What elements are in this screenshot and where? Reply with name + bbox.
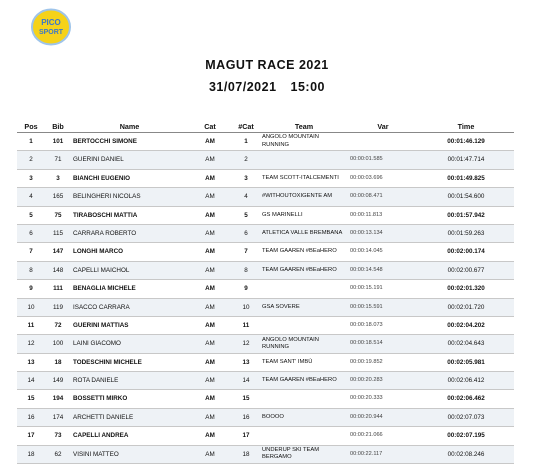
cell-var: 00:00:11.813 <box>348 206 418 224</box>
cell-cat: AM <box>188 243 232 261</box>
cell-pos: 6 <box>17 224 45 242</box>
cell-ncat: 15 <box>232 390 260 408</box>
col-header-var: Var <box>348 120 418 133</box>
cell-bib: 3 <box>45 169 71 187</box>
col-header-name: Name <box>71 120 188 133</box>
cell-pos: 2 <box>17 151 45 169</box>
results-table <box>17 120 514 464</box>
cell-team: GSA SOVERE <box>260 298 348 316</box>
cell-var: 00:00:18.073 <box>348 316 418 334</box>
cell-pos: 17 <box>17 427 45 445</box>
cell-time: 00:02:08.246 <box>418 445 514 463</box>
cell-var: 00:00:13.134 <box>348 224 418 242</box>
cell-time: 00:01:57.942 <box>418 206 514 224</box>
cell-ncat: 17 <box>232 427 260 445</box>
cell-time: 00:01:54.600 <box>418 188 514 206</box>
col-header-time: Time <box>418 120 514 133</box>
cell-team: TEAM GAAREN #BEaHERO <box>260 372 348 390</box>
cell-ncat: 7 <box>232 243 260 261</box>
cell-pos: 14 <box>17 372 45 390</box>
cell-name: ROTA DANIELE <box>71 372 188 390</box>
cell-bib: 119 <box>45 298 71 316</box>
cell-ncat: 5 <box>232 206 260 224</box>
cell-name: GUERINI MATTIAS <box>71 316 188 334</box>
logo-text-top: PICO <box>41 18 61 27</box>
cell-var: 00:00:14.045 <box>348 243 418 261</box>
cell-var: 00:00:19.852 <box>348 353 418 371</box>
col-header-cat: Cat <box>188 120 232 133</box>
cell-pos: 8 <box>17 261 45 279</box>
cell-pos: 16 <box>17 408 45 426</box>
table-row <box>17 353 514 371</box>
cell-time: 00:02:06.462 <box>418 390 514 408</box>
cell-bib: 101 <box>45 133 71 151</box>
cell-ncat: 1 <box>232 133 260 151</box>
table-row <box>17 151 514 169</box>
cell-time: 00:02:00.677 <box>418 261 514 279</box>
cell-pos: 9 <box>17 280 45 298</box>
cell-var: 00:00:08.471 <box>348 188 418 206</box>
cell-name: LAINI GIACOMO <box>71 335 188 353</box>
cell-team: BOOOO <box>260 408 348 426</box>
cell-cat: AM <box>188 298 232 316</box>
cell-bib: 165 <box>45 188 71 206</box>
race-date: 31/07/2021 <box>208 80 277 94</box>
cell-time: 00:02:01.720 <box>418 298 514 316</box>
cell-pos: 4 <box>17 188 45 206</box>
cell-team <box>260 390 348 408</box>
cell-name: TODESCHINI MICHELE <box>71 353 188 371</box>
race-title: MAGUT RACE 2021 <box>205 58 329 72</box>
cell-pos: 12 <box>17 335 45 353</box>
cell-pos: 18 <box>17 445 45 463</box>
cell-ncat: 9 <box>232 280 260 298</box>
cell-ncat: 12 <box>232 335 260 353</box>
cell-ncat: 11 <box>232 316 260 334</box>
cell-time: 00:02:01.320 <box>418 280 514 298</box>
cell-team: UNDERUP SKI TEAM BERGAMO <box>260 445 348 463</box>
cell-pos: 11 <box>17 316 45 334</box>
cell-var: 00:00:14.548 <box>348 261 418 279</box>
cell-pos: 3 <box>17 169 45 187</box>
results-body <box>17 133 514 464</box>
table-row <box>17 408 514 426</box>
cell-time: 00:01:49.825 <box>418 169 514 187</box>
cell-cat: AM <box>188 151 232 169</box>
table-row <box>17 316 514 334</box>
table-row <box>17 280 514 298</box>
table-row <box>17 169 514 187</box>
cell-time: 00:02:04.202 <box>418 316 514 334</box>
cell-cat: AM <box>188 427 232 445</box>
cell-ncat: 4 <box>232 188 260 206</box>
cell-name: BELINGHERI NICOLAS <box>71 188 188 206</box>
cell-name: CAPELLI ANDREA <box>71 427 188 445</box>
cell-time: 00:02:06.412 <box>418 372 514 390</box>
cell-bib: 71 <box>45 151 71 169</box>
table-row <box>17 206 514 224</box>
table-row <box>17 298 514 316</box>
cell-name: ISACCO CARRARA <box>71 298 188 316</box>
cell-team <box>260 280 348 298</box>
cell-name: BENAGLIA MICHELE <box>71 280 188 298</box>
cell-cat: AM <box>188 335 232 353</box>
cell-var: 00:00:20.283 <box>348 372 418 390</box>
cell-time: 00:01:46.129 <box>418 133 514 151</box>
table-row <box>17 133 514 151</box>
cell-cat: AM <box>188 206 232 224</box>
cell-name: CAPELLI MAICHOL <box>71 261 188 279</box>
cell-var: 00:00:15.191 <box>348 280 418 298</box>
cell-bib: 111 <box>45 280 71 298</box>
cell-cat: AM <box>188 280 232 298</box>
race-datetime <box>0 80 534 94</box>
cell-cat: AM <box>188 353 232 371</box>
cell-bib: 75 <box>45 206 71 224</box>
pico-sport-logo <box>31 8 71 46</box>
cell-bib: 149 <box>45 372 71 390</box>
cell-time: 00:02:05.981 <box>418 353 514 371</box>
cell-team <box>260 316 348 334</box>
cell-pos: 5 <box>17 206 45 224</box>
col-header-bib: Bib <box>45 120 71 133</box>
cell-bib: 174 <box>45 408 71 426</box>
cell-ncat: 6 <box>232 224 260 242</box>
cell-team <box>260 427 348 445</box>
col-header-ncat: #Cat <box>232 120 260 133</box>
cell-ncat: 10 <box>232 298 260 316</box>
cell-team: GS MARINELLI <box>260 206 348 224</box>
cell-ncat: 2 <box>232 151 260 169</box>
table-row <box>17 427 514 445</box>
cell-cat: AM <box>188 316 232 334</box>
cell-var: 00:00:01.585 <box>348 151 418 169</box>
cell-team: ANGOLO MOUNTAIN RUNNING <box>260 335 348 353</box>
logo-text-bottom: SPORT <box>38 29 64 36</box>
cell-var: 00:00:20.944 <box>348 408 418 426</box>
table-row <box>17 372 514 390</box>
cell-cat: AM <box>188 224 232 242</box>
table-row <box>17 243 514 261</box>
table-row <box>17 261 514 279</box>
cell-cat: AM <box>188 372 232 390</box>
cell-ncat: 8 <box>232 261 260 279</box>
cell-bib: 147 <box>45 243 71 261</box>
cell-ncat: 18 <box>232 445 260 463</box>
cell-var: 00:00:20.333 <box>348 390 418 408</box>
cell-cat: AM <box>188 408 232 426</box>
table-row <box>17 445 514 463</box>
cell-time: 00:01:59.263 <box>418 224 514 242</box>
cell-name: CARRARA ROBERTO <box>71 224 188 242</box>
cell-pos: 7 <box>17 243 45 261</box>
col-header-team: Team <box>260 120 348 133</box>
cell-team: #WITHOUTOXIGENTE AM <box>260 188 348 206</box>
cell-bib: 72 <box>45 316 71 334</box>
cell-time: 00:02:04.643 <box>418 335 514 353</box>
cell-cat: AM <box>188 133 232 151</box>
cell-team <box>260 151 348 169</box>
cell-pos: 13 <box>17 353 45 371</box>
cell-time: 00:02:07.195 <box>418 427 514 445</box>
cell-bib: 73 <box>45 427 71 445</box>
cell-var: 00:00:22.117 <box>348 445 418 463</box>
cell-ncat: 14 <box>232 372 260 390</box>
cell-bib: 18 <box>45 353 71 371</box>
cell-name: BOSSETTI MIRKO <box>71 390 188 408</box>
cell-name: BERTOCCHI SIMONE <box>71 133 188 151</box>
cell-var: 00:00:15.591 <box>348 298 418 316</box>
cell-cat: AM <box>188 261 232 279</box>
cell-ncat: 3 <box>232 169 260 187</box>
table-row <box>17 224 514 242</box>
cell-bib: 148 <box>45 261 71 279</box>
cell-team: TEAM GAAREN #BEaHERO <box>260 261 348 279</box>
cell-name: TIRABOSCHI MATTIA <box>71 206 188 224</box>
cell-time: 00:01:47.714 <box>418 151 514 169</box>
cell-cat: AM <box>188 169 232 187</box>
cell-bib: 115 <box>45 224 71 242</box>
cell-name: VISINI MATTEO <box>71 445 188 463</box>
cell-team: TEAM SCOTT-ITALCEMENTI <box>260 169 348 187</box>
col-header-pos: Pos <box>17 120 45 133</box>
cell-bib: 194 <box>45 390 71 408</box>
cell-bib: 100 <box>45 335 71 353</box>
cell-var: 00:00:21.066 <box>348 427 418 445</box>
cell-name: GUERINI DANIEL <box>71 151 188 169</box>
table-row <box>17 390 514 408</box>
table-row <box>17 335 514 353</box>
race-time: 15:00 <box>290 80 326 94</box>
cell-name: LONGHI MARCO <box>71 243 188 261</box>
table-header-row <box>17 120 514 133</box>
cell-name: BIANCHI EUGENIO <box>71 169 188 187</box>
cell-name: ARCHETTI DANIELE <box>71 408 188 426</box>
cell-ncat: 13 <box>232 353 260 371</box>
cell-team: ATLETICA VALLE BREMBANA <box>260 224 348 242</box>
cell-team: TEAM SANT' IMBÙ <box>260 353 348 371</box>
cell-team: TEAM GAAREN #BEaHERO <box>260 243 348 261</box>
cell-var <box>348 133 418 151</box>
cell-bib: 62 <box>45 445 71 463</box>
cell-pos: 1 <box>17 133 45 151</box>
table-row <box>17 188 514 206</box>
cell-team: ANGOLO MOUNTAIN RUNNING <box>260 133 348 151</box>
cell-cat: AM <box>188 188 232 206</box>
cell-pos: 10 <box>17 298 45 316</box>
cell-time: 00:02:00.174 <box>418 243 514 261</box>
cell-time: 00:02:07.073 <box>418 408 514 426</box>
cell-cat: AM <box>188 390 232 408</box>
cell-var: 00:00:18.514 <box>348 335 418 353</box>
cell-pos: 15 <box>17 390 45 408</box>
cell-ncat: 16 <box>232 408 260 426</box>
cell-var: 00:00:03.696 <box>348 169 418 187</box>
cell-cat: AM <box>188 445 232 463</box>
